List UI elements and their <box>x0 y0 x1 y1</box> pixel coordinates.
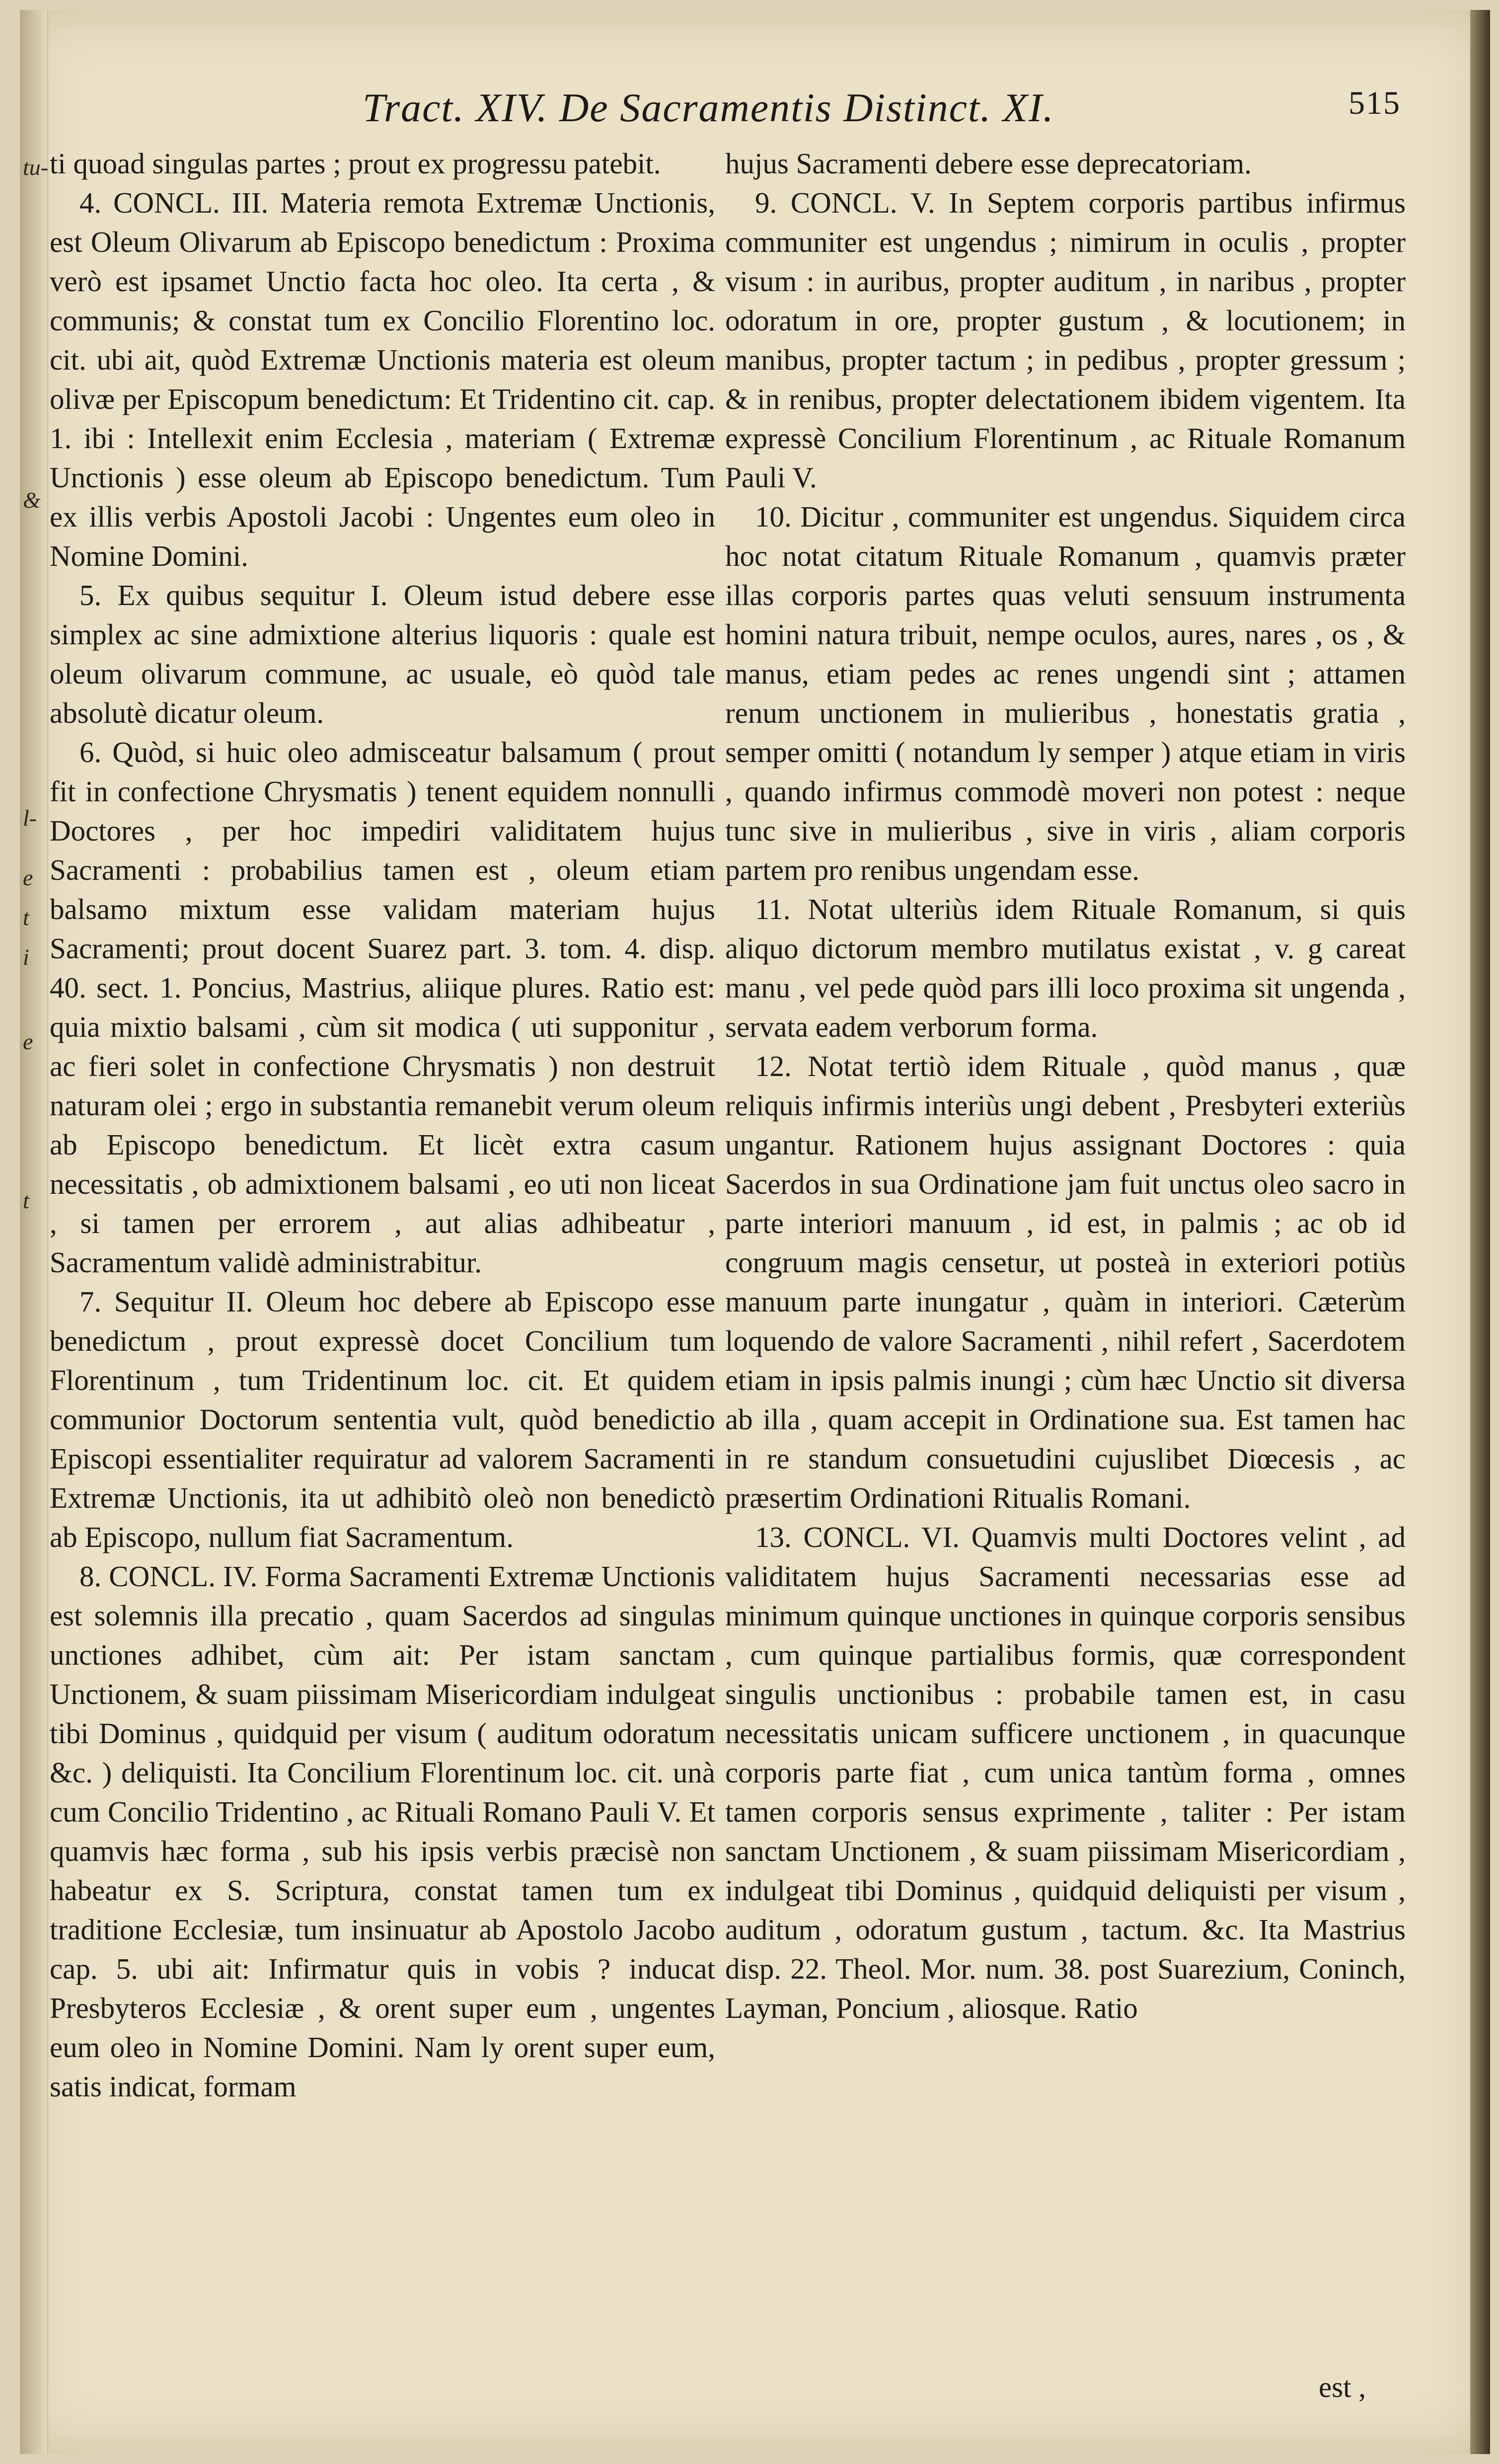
paragraph: 10. Dicitur , communiter est ungendus. Siquidem circa hoc notat citatum Rituale Romanum , quamvis præter illas corporis partes quas veluti sensuum instrumenta homini natura tribuit, nempe oculos, aures, nares , os , & manus, etiam pedes ac renes ungendi sint ; attamen renum unctionem in mulieribus , honestatis gratia , semper omitti ( notandum ly semper ) atque etiam in viris , quando infirmus commodè moveri non potest : neque tunc sive in mulieribus , sive in viris , aliam corporis partem pro renibus ungendam esse. <box>725 500 1406 886</box>
paragraph: hujus Sacramenti debere esse deprecatoriam. <box>725 147 1252 180</box>
margin-fragment: i <box>23 944 29 970</box>
page-number: 515 <box>1349 85 1401 121</box>
margin-fragment: e <box>23 1029 33 1054</box>
paragraph: 8. CONCL. IV. Forma Sacramenti Extremæ Unctionis est solemnis illa precatio , quam Sacerdos ad singulas unctiones adhibet, cùm ait: Per istam sanctam Unctionem, & suam piissimam Misericordiam indulgeat tibi Dominus , quidquid per visum ( auditum odoratum &c. ) deliquisti. Ita Concilium Florentinum loc. cit. unà cum Concilio Tridentino , ac Rituali Romano Pauli V. Et quamvis hæc forma , sub his ipsis verbis præcisè non habeatur ex S. Scriptura, constat tamen tum ex traditione Ecclesiæ, tum insinuatur ab Apostolo Jacobo cap. 5. ubi ait: Infirmatur quis in vobis ? inducat Presbyteros Ecclesiæ , & orent super eum , ungentes eum oleo in Nomine Domini. Nam ly orent super eum, satis indicat, formam <box>50 1560 715 2103</box>
paragraph: 7. Sequitur II. Oleum hoc debere ab Episcopo esse benedictum , prout expressè docet Concilium tum Florentinum , tum Tridentinum loc. cit. Et quidem communior Doctorum sententia vult, quòd benedictio Episcopi essentialiter requiratur ad valorem Sacramenti Extremæ Unctionis, ita ut adhibitò oleò non benedictò ab Episcopo, nullum fiat Sacramentum. <box>50 1285 715 1553</box>
paragraph: 13. CONCL. VI. Quamvis multi Doctores velint , ad validitatem hujus Sacramenti necessarias esse ad minimum quinque unctiones in quinque corporis sensibus , cum quinque partialibus formis, quæ correspondent singulis unctionibus : probabile tamen est, in casu necessitatis unicam sufficere unctionem , in quacunque corporis parte fiat , cum unica tantùm forma , omnes tamen corporis sensus exprimente , taliter : Per istam sanctam Unctionem , & suam piissimam Misericordiam , indulgeat tibi Dominus , quidquid deliquisti per visum , auditum , odoratum gustum , tactum. &c. Ita Mastrius disp. 22. Theol. Mor. num. 38. post Suarezium, Coninch, Layman, Poncium , aliosque. Ratio <box>725 1521 1406 2024</box>
paragraph: 4. CONCL. III. Materia remota Extremæ Unctionis, est Oleum Olivarum ab Episcopo benedictum : Proxima verò est ipsamet Unctio facta hoc oleo. Ita certa , & communis; & constat tum ex Concilio Florentino loc. cit. ubi ait, quòd Extremæ Unctionis materia est oleum olivæ per Episcopum benedictum: Et Tridentino cit. cap. 1. ibi : Intellexit enim Ecclesia , materiam ( Extremæ Unctionis ) esse oleum ab Episcopo benedictum. Tum ex illis verbis Apostoli Jacobi : Ungentes eum oleo in Nomine Domini. <box>50 186 715 572</box>
page-gutter <box>20 10 48 2454</box>
catchword: est , <box>1318 2371 1366 2403</box>
paragraph: ti quoad singulas partes ; prout ex progressu patebit. <box>50 147 661 180</box>
paragraph: 12. Notat tertiò idem Rituale , quòd manus , quæ reliquis infirmis interiùs ungi debent , Presbyteri exteriùs ungantur. Rationem hujus assignant Doctores : quia Sacerdos in sua Ordinatione jam fuit unctus oleo sacro in parte interiori manuum , id est, in palmis ; ac ob id congruum magis censetur, ut posteà in exteriori potiùs manuum parte inungatur , quàm in interiori. Cæterùm loquendo de valore Sacramenti , nihil refert , Sacerdotem etiam in ipsis palmis inungi ; cùm hæc Unctio sit diversa ab illa , quam accepit in Ordinatione sua. Est tamen hac in re standum consuetudini cujuslibet Diœcesis , ac præsertim Ordinationi Ritualis Romani. <box>725 1050 1406 1514</box>
paragraph: 11. Notat ulteriùs idem Rituale Romanum, si quis aliquo dictorum membro mutilatus existat , v. g careat manu , vel pede quòd pars illi loco proxima sit ungenda , servata eadem verborum forma. <box>725 893 1406 1043</box>
margin-fragment: & <box>23 487 41 513</box>
running-head-title: Tract. XIV. De Sacramentis Distinct. XI. <box>363 85 1054 130</box>
margin-fragment: t <box>23 905 29 930</box>
margin-fragment: t <box>23 1188 29 1213</box>
right-column <box>725 144 1406 2028</box>
page-edge <box>1470 10 1490 2454</box>
book-page <box>20 10 1490 2454</box>
paragraph: 9. CONCL. V. In Septem corporis partibus infirmus communiter est ungendus ; nimirum in oculis , propter visum : in auribus, propter auditum , in naribus , propter odoratum in ore, propter gustum , & locutionem; in manibus, propter tactum ; in pedibus , propter gressum ; & in renibus, propter delectationem ibidem vigentem. Ita expressè Concilium Florentinum , ac Rituale Romanum Pauli V. <box>725 186 1406 494</box>
left-column <box>50 144 715 2106</box>
margin-fragment: e <box>23 865 33 890</box>
paragraph: 6. Quòd, si huic oleo admisceatur balsamum ( prout fit in confectione Chrysmatis ) tenent equidem nonnulli Doctores , per hoc impediri validitatem hujus Sacramenti : probabilius tamen est , oleum etiam balsamo mixtum esse validam materiam hujus Sacramenti; prout docent Suarez part. 3. tom. 4. disp. 40. sect. 1. Poncius, Mastrius, aliique plures. Ratio est: quia mixtio balsami , cùm sit modica ( uti supponitur , ac fieri solet in confectione Chrysmatis ) non destruit naturam olei ; ergo in substantia remanebit verum oleum ab Episcopo benedictum. Et licèt extra casum necessitatis , ob admixtionem balsami , eo uti non liceat , si tamen per errorem , aut alias adhibeatur , Sacramentum validè administrabitur. <box>50 736 715 1279</box>
running-head <box>343 84 1401 139</box>
margin-fragment: l- <box>23 805 37 831</box>
paragraph: 5. Ex quibus sequitur I. Oleum istud debere esse simplex ac sine admixtione alterius liquoris : quale est oleum olivarum commune, ac usuale, eò quòd tale absolutè dicatur oleum. <box>50 579 715 729</box>
margin-fragment: tu- <box>23 154 49 180</box>
